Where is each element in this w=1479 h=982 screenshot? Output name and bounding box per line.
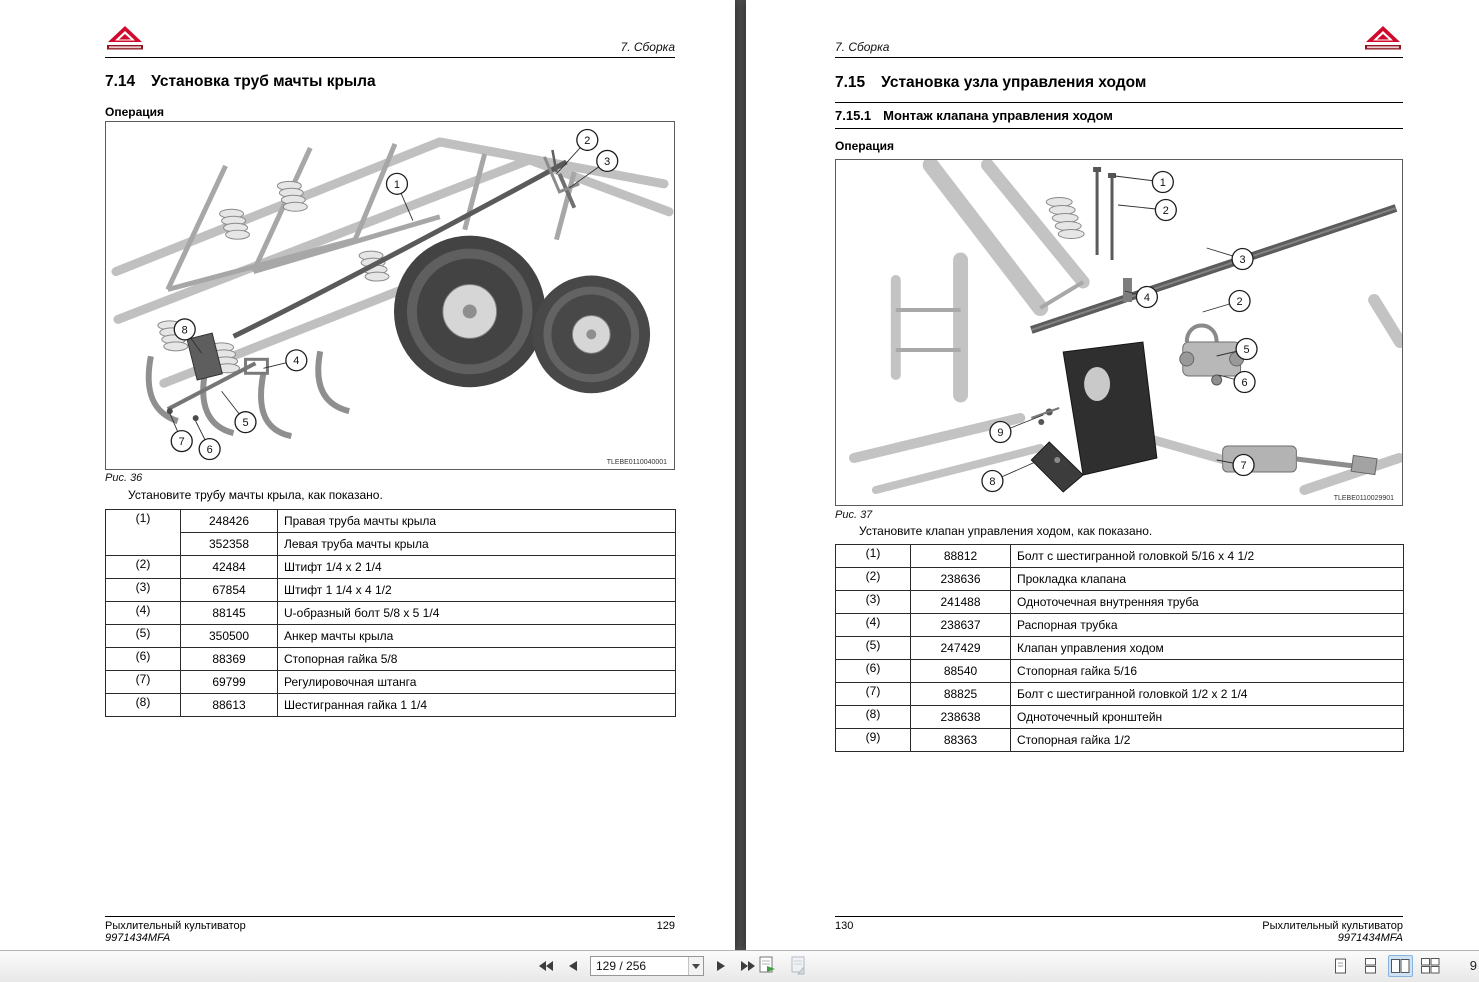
facing-pages-icon: [1391, 958, 1410, 974]
part-number-cell: 88363: [911, 729, 1011, 752]
callout-number: 7: [1240, 459, 1247, 472]
callout-number: 2: [1236, 295, 1243, 308]
callout-number: 2: [584, 134, 591, 147]
description-cell: Болт с шестигранной головкой 5/16 x 4 1/2: [1011, 545, 1404, 568]
page-number-input[interactable]: [591, 957, 688, 975]
footer-doc-title: Рыхлительный культиватор: [105, 920, 246, 932]
instruction-text: Установите клапан управления ходом, как показано.: [859, 524, 1153, 538]
part-number-cell: 238637: [911, 614, 1011, 637]
description-cell: Болт с шестигранной головкой 1/2 x 2 1/4: [1011, 683, 1404, 706]
table-row: [106, 694, 676, 717]
part-number-cell: 238638: [911, 706, 1011, 729]
footer-doc-code: 9971434MFA: [1337, 932, 1403, 944]
part-number-cell: 88812: [911, 545, 1011, 568]
continuous-view-button[interactable]: [1358, 955, 1383, 977]
description-cell: Распорная трубка: [1011, 614, 1404, 637]
description-cell: Регулировочная штанга: [278, 671, 676, 694]
ref-cell: (6): [106, 648, 181, 671]
page-footer: [835, 916, 1403, 944]
page-header: [835, 25, 1403, 58]
description-cell: Правая труба мачты крыла: [278, 510, 676, 533]
part-number-cell: 88369: [181, 648, 278, 671]
part-number-cell: 247429: [911, 637, 1011, 660]
callout-number: 2: [1162, 204, 1169, 217]
ref-cell: (8): [106, 694, 181, 717]
part-number-cell: 238636: [911, 568, 1011, 591]
table-row: [836, 591, 1404, 614]
extra-tools: [755, 954, 811, 976]
ref-cell: (6): [836, 660, 911, 683]
ref-cell: (1): [836, 545, 911, 568]
ref-cell: (8): [836, 706, 911, 729]
snapshot-tool-icon: [758, 955, 776, 975]
footer-doc-title: Рыхлительный культиватор: [1262, 920, 1403, 932]
callout-number: 9: [997, 426, 1004, 439]
continuous-view-icon: [1364, 958, 1377, 974]
callout-number: 8: [181, 324, 188, 337]
description-cell: Анкер мачты крыла: [278, 625, 676, 648]
massey-ferguson-logo-icon: [105, 25, 145, 54]
table-row: [106, 510, 676, 533]
page-layout-controls: [1328, 955, 1443, 977]
table-row: [106, 579, 676, 602]
figure-code: TLEBE0110040001: [606, 459, 668, 467]
section-title: [835, 74, 1146, 92]
ref-cell: (3): [836, 591, 911, 614]
operation-label: Операция: [835, 139, 895, 153]
callout-number: 7: [178, 436, 185, 449]
table-row: [106, 602, 676, 625]
table-row: [836, 545, 1404, 568]
zoom-fragment: 9: [1469, 958, 1477, 973]
figure-caption: Рис. 37: [835, 509, 873, 521]
callout-number: 5: [242, 417, 249, 430]
ref-cell: (1): [106, 510, 181, 556]
clipboard-tool-button[interactable]: [787, 954, 811, 976]
description-cell: Прокладка клапана: [1011, 568, 1404, 591]
callout-number: 3: [604, 155, 611, 168]
manual-page-right: [746, 0, 1479, 950]
callout-number: 1: [393, 178, 401, 191]
first-page-button[interactable]: [536, 955, 556, 977]
facing-continuous-icon: [1421, 958, 1440, 974]
single-page-view-button[interactable]: [1328, 955, 1353, 977]
callout-number: 6: [206, 444, 213, 457]
part-number-cell: 248426: [181, 510, 278, 533]
section-title-text: Установка узла управления ходом: [881, 74, 1147, 91]
ref-cell: (9): [836, 729, 911, 752]
section-title: [105, 73, 376, 91]
footer-page-number: 130: [835, 920, 854, 932]
viewer-toolbar: [0, 950, 1479, 982]
facing-continuous-view-button[interactable]: [1418, 955, 1443, 977]
manual-page-left: [0, 0, 735, 950]
ref-cell: (4): [836, 614, 911, 637]
subsection-number: 7.15.1: [835, 108, 872, 123]
ref-cell: (5): [836, 637, 911, 660]
callout-number: 4: [293, 355, 300, 368]
facing-pages-view-button[interactable]: [1388, 955, 1413, 977]
figure-37: [835, 159, 1403, 506]
description-cell: Шестигранная гайка 1 1/4: [278, 694, 676, 717]
table-row: [836, 729, 1404, 752]
snapshot-tool-button[interactable]: [755, 954, 779, 976]
first-page-icon: [538, 960, 554, 972]
running-header-section: 7. Сборка: [835, 40, 890, 54]
callout-number: 6: [1241, 376, 1248, 389]
running-header-section: 7. Сборка: [620, 40, 675, 54]
page-number-box: [590, 956, 704, 976]
part-number-cell: 88613: [181, 694, 278, 717]
part-number-cell: 69799: [181, 671, 278, 694]
page-footer: [105, 916, 675, 944]
ref-cell: (5): [106, 625, 181, 648]
table-row: [836, 568, 1404, 591]
figure-36-diagram: [106, 122, 674, 469]
previous-page-button[interactable]: [563, 955, 583, 977]
callout-number: 3: [1239, 253, 1246, 266]
footer-page-number: 129: [656, 920, 675, 932]
subsection-title: [835, 102, 1403, 129]
figure-code: TLEBE0110029901: [1333, 494, 1395, 503]
parts-table: [835, 544, 1404, 752]
ref-cell: (7): [106, 671, 181, 694]
part-number-cell: 241488: [911, 591, 1011, 614]
next-page-button[interactable]: [711, 955, 731, 977]
description-cell: Штифт 1 1/4 x 4 1/2: [278, 579, 676, 602]
table-row: [106, 671, 676, 694]
description-cell: Стопорная гайка 5/16: [1011, 660, 1404, 683]
next-page-icon: [716, 960, 726, 972]
clipboard-tool-icon: [790, 955, 808, 975]
part-number-cell: 42484: [181, 556, 278, 579]
page-navigation: [536, 955, 758, 977]
page-header: [105, 25, 675, 58]
description-cell: Стопорная гайка 1/2: [1011, 729, 1404, 752]
massey-ferguson-logo-icon: [1363, 25, 1403, 54]
part-number-cell: 88540: [911, 660, 1011, 683]
description-cell: U-образный болт 5/8 x 5 1/4: [278, 602, 676, 625]
figure-36: [105, 121, 675, 470]
parts-table: [105, 509, 676, 717]
ref-cell: (7): [836, 683, 911, 706]
page-list-dropdown-button[interactable]: [688, 957, 703, 975]
footer-doc-code: 9971434MFA: [105, 932, 171, 944]
ref-cell: (3): [106, 579, 181, 602]
description-cell: Одноточечный кронштейн: [1011, 706, 1404, 729]
figure-37-diagram: [836, 160, 1402, 505]
subsection-title-text: Монтаж клапана управления ходом: [883, 108, 1113, 123]
operation-label: Операция: [105, 105, 165, 119]
callout-number: 8: [989, 475, 996, 488]
part-number-cell: 352358: [181, 533, 278, 556]
table-row: [836, 660, 1404, 683]
ref-cell: (2): [106, 556, 181, 579]
last-page-icon: [740, 960, 756, 972]
table-row: [106, 625, 676, 648]
previous-page-icon: [568, 960, 578, 972]
figure-caption: Рис. 36: [105, 472, 143, 484]
instruction-text: Установите трубу мачты крыла, как показано.: [128, 488, 383, 502]
section-title-text: Установка труб мачты крыла: [151, 73, 376, 90]
section-number: 7.15: [835, 74, 866, 91]
table-row: [836, 706, 1404, 729]
table-row: [106, 556, 676, 579]
description-cell: Левая труба мачты крыла: [278, 533, 676, 556]
single-page-icon: [1334, 958, 1347, 974]
callout-number: 4: [1143, 291, 1150, 304]
callout-number: 1: [1159, 176, 1166, 189]
table-row: [106, 648, 676, 671]
part-number-cell: 88825: [911, 683, 1011, 706]
callout-number: 5: [1243, 343, 1250, 356]
table-row: [836, 614, 1404, 637]
description-cell: Штифт 1/4 x 2 1/4: [278, 556, 676, 579]
ref-cell: (2): [836, 568, 911, 591]
part-number-cell: 88145: [181, 602, 278, 625]
description-cell: Одноточечная внутренняя труба: [1011, 591, 1404, 614]
section-number: 7.14: [105, 73, 136, 90]
chevron-down-icon: [692, 964, 700, 969]
description-cell: Клапан управления ходом: [1011, 637, 1404, 660]
table-row: [106, 533, 676, 556]
part-number-cell: 67854: [181, 579, 278, 602]
table-row: [836, 637, 1404, 660]
ref-cell: (4): [106, 602, 181, 625]
table-row: [836, 683, 1404, 706]
description-cell: Стопорная гайка 5/8: [278, 648, 676, 671]
part-number-cell: 350500: [181, 625, 278, 648]
